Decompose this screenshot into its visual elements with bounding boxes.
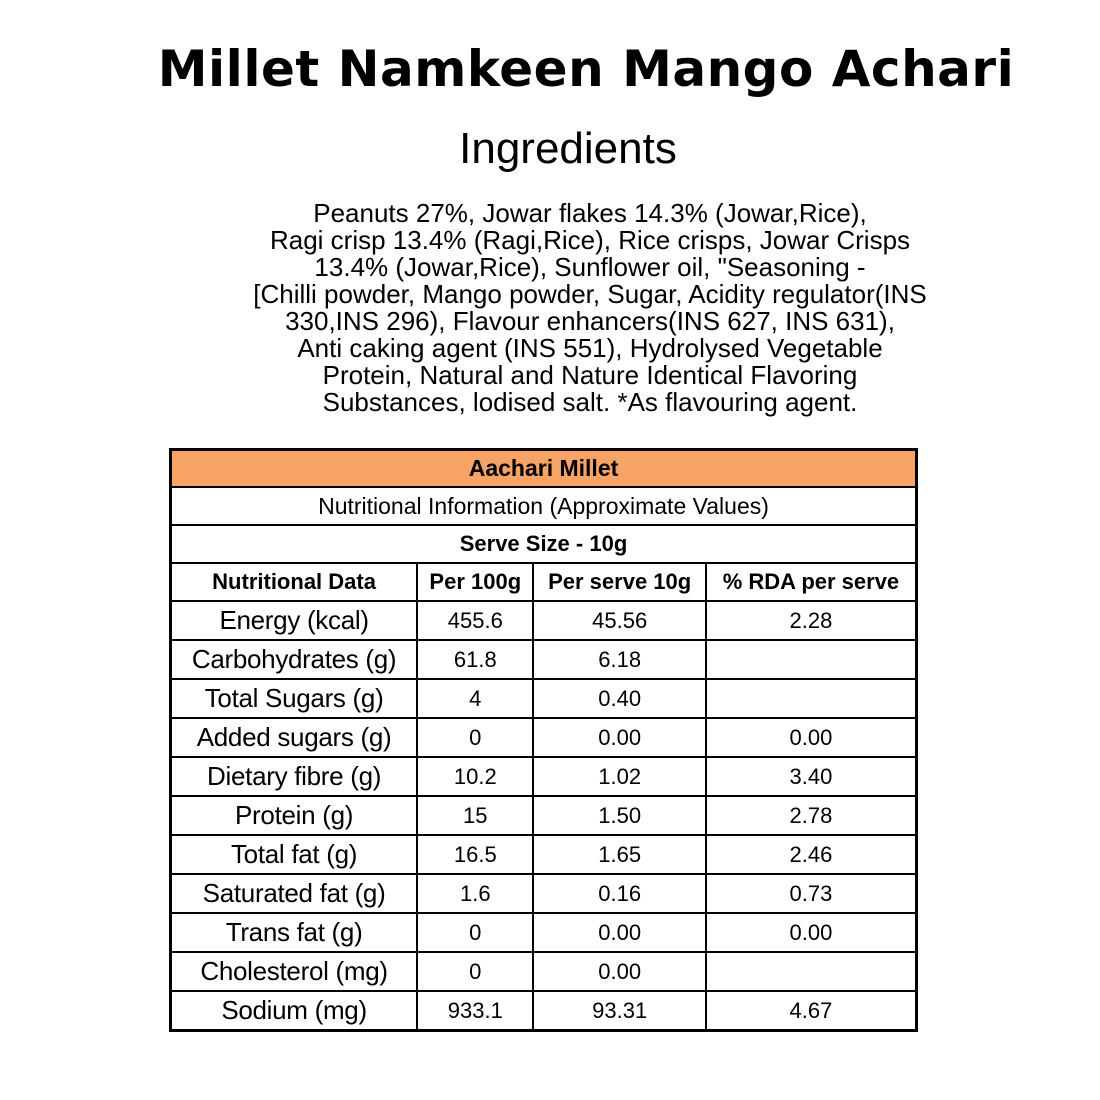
nutrient-value: 0.16: [533, 874, 705, 913]
serve-size: Serve Size - 10g: [171, 525, 917, 563]
table-subtitle-row: [171, 487, 917, 525]
nutrient-name: Dietary fibre (g): [171, 757, 418, 796]
nutrient-value: 2.46: [706, 835, 917, 874]
ingredients-line: Substances, lodised salt. *As flavouring agent.: [322, 387, 858, 417]
ingredients-line: Peanuts 27%, Jowar flakes 14.3% (Jowar,Rice),: [313, 198, 867, 228]
nutrient-value: [706, 952, 917, 991]
table-row: [171, 913, 917, 952]
nutrient-name: Energy (kcal): [171, 601, 418, 640]
nutrient-value: 45.56: [533, 601, 705, 640]
nutrient-value: 16.5: [417, 835, 533, 874]
nutrient-value: 0.00: [533, 913, 705, 952]
nutrition-table: [169, 448, 918, 1032]
nutrient-name: Sodium (mg): [171, 991, 418, 1031]
nutrient-value: 0.00: [533, 718, 705, 757]
nutrient-value: 0.00: [706, 718, 917, 757]
nutrient-name: Carbohydrates (g): [171, 640, 418, 679]
table-row: [171, 796, 917, 835]
nutrient-value: 15: [417, 796, 533, 835]
ingredients-line: Ragi crisp 13.4% (Ragi,Rice), Rice crisps, Jowar Crisps: [269, 225, 911, 255]
nutrient-value: 0: [417, 718, 533, 757]
nutrient-value: 0: [417, 913, 533, 952]
nutrient-value: [706, 640, 917, 679]
nutrient-value: 0.40: [533, 679, 705, 718]
nutrient-name: Protein (g): [171, 796, 418, 835]
nutrient-value: 1.65: [533, 835, 705, 874]
nutrient-name: Saturated fat (g): [171, 874, 418, 913]
nutrient-value: 1.6: [417, 874, 533, 913]
table-row: [171, 952, 917, 991]
nutrient-name: Cholesterol (mg): [171, 952, 418, 991]
column-header-row: [171, 563, 917, 601]
ingredients-line: 330,INS 296), Flavour enhancers(INS 627, INS 631),: [285, 306, 895, 336]
nutrient-value: 2.78: [706, 796, 917, 835]
table-title: Aachari Millet: [171, 450, 917, 488]
serve-size-row: [171, 525, 917, 563]
ingredients-heading: Ingredients: [459, 124, 677, 173]
nutrient-value: 0.73: [706, 874, 917, 913]
ingredients-text: [160, 200, 1020, 416]
nutrient-value: 1.02: [533, 757, 705, 796]
nutrient-value: 4.67: [706, 991, 917, 1031]
ingredients-line: Protein, Natural and Nature Identical Flavoring: [322, 360, 858, 390]
nutrient-value: 93.31: [533, 991, 705, 1031]
ingredients-line: [Chilli powder, Mango powder, Sugar, Acidity regulator(INS: [253, 279, 927, 309]
nutrient-value: 4: [417, 679, 533, 718]
nutrient-name: Total Sugars (g): [171, 679, 418, 718]
nutrient-value: 455.6: [417, 601, 533, 640]
table-row: [171, 679, 917, 718]
table-row: [171, 874, 917, 913]
nutrient-value: [706, 679, 917, 718]
product-title: Millet Namkeen Mango Achari: [157, 40, 1015, 98]
column-header: % RDA per serve: [706, 563, 917, 601]
nutrient-name: Trans fat (g): [171, 913, 418, 952]
table-title-row: [171, 450, 917, 488]
table-row: [171, 718, 917, 757]
column-header: Per 100g: [417, 563, 533, 601]
nutrient-value: 61.8: [417, 640, 533, 679]
nutrient-value: 10.2: [417, 757, 533, 796]
table-row: [171, 640, 917, 679]
table-row: [171, 835, 917, 874]
nutrient-name: Added sugars (g): [171, 718, 418, 757]
nutrient-value: 0.00: [706, 913, 917, 952]
table-row: [171, 757, 917, 796]
nutrient-value: 933.1: [417, 991, 533, 1031]
nutrient-value: 2.28: [706, 601, 917, 640]
nutrient-name: Total fat (g): [171, 835, 418, 874]
nutrient-value: 0.00: [533, 952, 705, 991]
table-subtitle: Nutritional Information (Approximate Values): [171, 487, 917, 525]
nutrient-value: 1.50: [533, 796, 705, 835]
column-header: Per serve 10g: [533, 563, 705, 601]
table-row: [171, 601, 917, 640]
nutrient-value: 3.40: [706, 757, 917, 796]
nutrient-value: 0: [417, 952, 533, 991]
nutrient-value: 6.18: [533, 640, 705, 679]
table-row: [171, 991, 917, 1031]
ingredients-line: 13.4% (Jowar,Rice), Sunflower oil, "Seasoning -: [314, 252, 866, 282]
column-header: Nutritional Data: [171, 563, 418, 601]
ingredients-line: Anti caking agent (INS 551), Hydrolysed Vegetable: [297, 333, 883, 363]
